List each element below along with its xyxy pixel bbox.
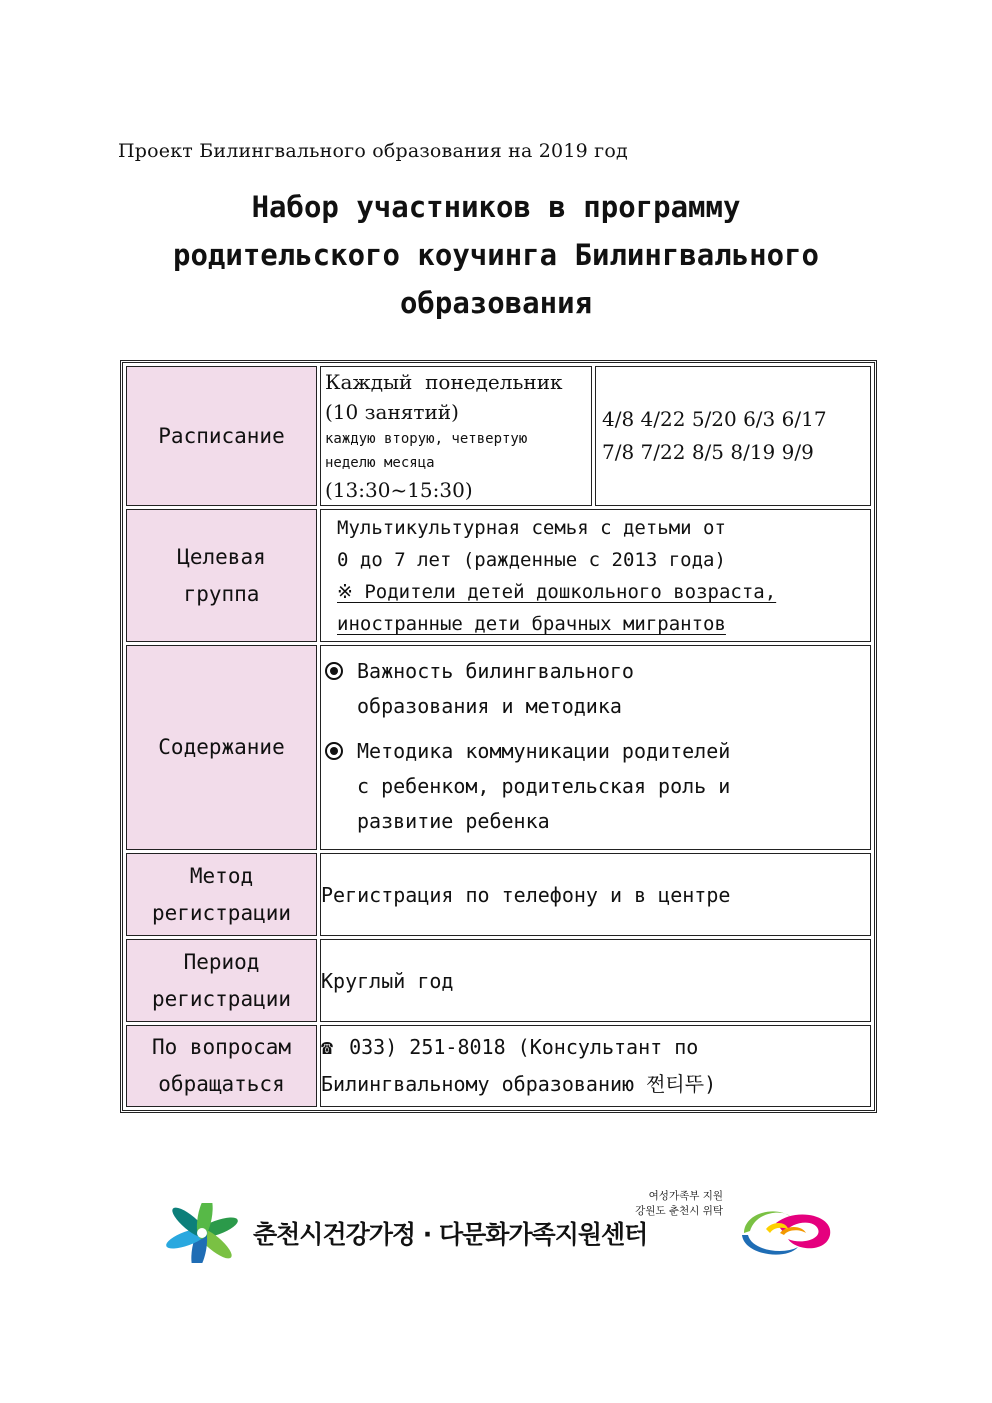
content-item-2 <box>321 734 870 839</box>
reg-method-label <box>126 853 317 936</box>
contact-label-line-2: обращаться <box>158 1072 285 1096</box>
page-title <box>100 183 892 327</box>
target-label-line-2: группа <box>183 581 260 606</box>
title-line-2: родительского коучинга Билингвального <box>172 238 819 272</box>
reg-period-label-line-1: Период <box>183 949 260 974</box>
schedule-frequency: Каждый понедельник <box>325 370 563 394</box>
schedule-weeks-2: неделю месяца <box>325 455 435 471</box>
family-logo-icon <box>736 1203 836 1259</box>
reg-period-label <box>126 939 317 1022</box>
content-label: Содержание <box>126 645 317 850</box>
title-line-3: образования <box>399 286 593 320</box>
project-subtitle: Проект Билингвального образования на 2019 год <box>118 140 628 162</box>
target-label-line-1: Целевая <box>177 544 266 569</box>
table-row-contact <box>126 1025 871 1107</box>
schedule-dates-2: 7/8 7/22 8/5 8/19 9/9 <box>602 440 814 464</box>
table-row-target <box>126 509 871 642</box>
support-line-2: 강원도 춘천시 위탁 <box>635 1205 723 1217</box>
center-flower-logo-icon <box>158 1203 248 1263</box>
table-row-reg-method <box>126 853 871 936</box>
support-info <box>598 1189 723 1219</box>
schedule-time: (13:30~15:30) <box>325 478 473 502</box>
schedule-label: Расписание <box>126 366 317 506</box>
content-value-cell <box>320 645 871 850</box>
bullet-icon <box>325 662 343 680</box>
content-item-2-line-3: развитие ребенка <box>357 809 550 833</box>
contact-label-line-1: По вопросам <box>151 1035 292 1059</box>
schedule-dates-1: 4/8 4/22 5/20 6/3 6/17 <box>602 407 827 431</box>
content-item-2-line-2: с ребенком, родительская роль и <box>357 774 731 798</box>
info-table <box>120 360 877 1113</box>
table-row-reg-period <box>126 939 871 1022</box>
target-label <box>126 509 317 642</box>
target-line-2: 0 до 7 лет (ражденные с 2013 года) <box>337 548 726 571</box>
reg-period-value: Круглый год <box>320 939 871 1022</box>
target-line-1: Мультикультурная семья с детьми от <box>337 516 726 539</box>
content-item-1-line-1: Важность билингвального <box>357 659 634 683</box>
schedule-dates-cell <box>595 366 871 506</box>
contact-line-2: Билингвальному образованию 쩐티뚜) <box>321 1072 717 1096</box>
target-value-cell <box>320 509 871 642</box>
contact-value-cell <box>320 1025 871 1107</box>
phone-icon: ☎ <box>321 1035 334 1059</box>
schedule-sessions: (10 занятий) <box>325 400 459 424</box>
reg-method-value: Регистрация по телефону и в центре <box>320 853 871 936</box>
target-note-1: ※ Родители детей дошкольного возраста, <box>337 580 777 603</box>
contact-line-1 <box>321 1029 870 1066</box>
content-item-1-line-2: образования и методика <box>357 694 622 718</box>
contact-phone: 033) 251-8018 (Консультант по <box>349 1035 699 1059</box>
title-line-1: Набор участников в программу <box>251 190 741 224</box>
contact-label <box>126 1025 317 1107</box>
target-note-2: иностранные дети брачных мигрантов <box>337 612 726 635</box>
content-item-1 <box>321 654 870 724</box>
table-row-schedule <box>126 366 871 506</box>
reg-method-label-line-2: регистрации <box>151 900 292 925</box>
schedule-weeks-1: каждую вторую, четвертую <box>325 431 528 447</box>
bullet-icon <box>325 742 343 760</box>
support-line-1: 여성가족부 지원 <box>648 1190 723 1202</box>
reg-period-label-line-2: регистрации <box>151 986 292 1011</box>
content-item-2-line-1: Методика коммуникации родителей <box>357 739 731 763</box>
schedule-frequency-cell <box>320 366 592 506</box>
table-row-content <box>126 645 871 850</box>
footer <box>158 1185 838 1265</box>
organization-name: 춘천시건강가정 · 다문화가족지원센터 <box>253 1220 648 1249</box>
reg-method-label-line-1: Метод <box>189 863 254 888</box>
